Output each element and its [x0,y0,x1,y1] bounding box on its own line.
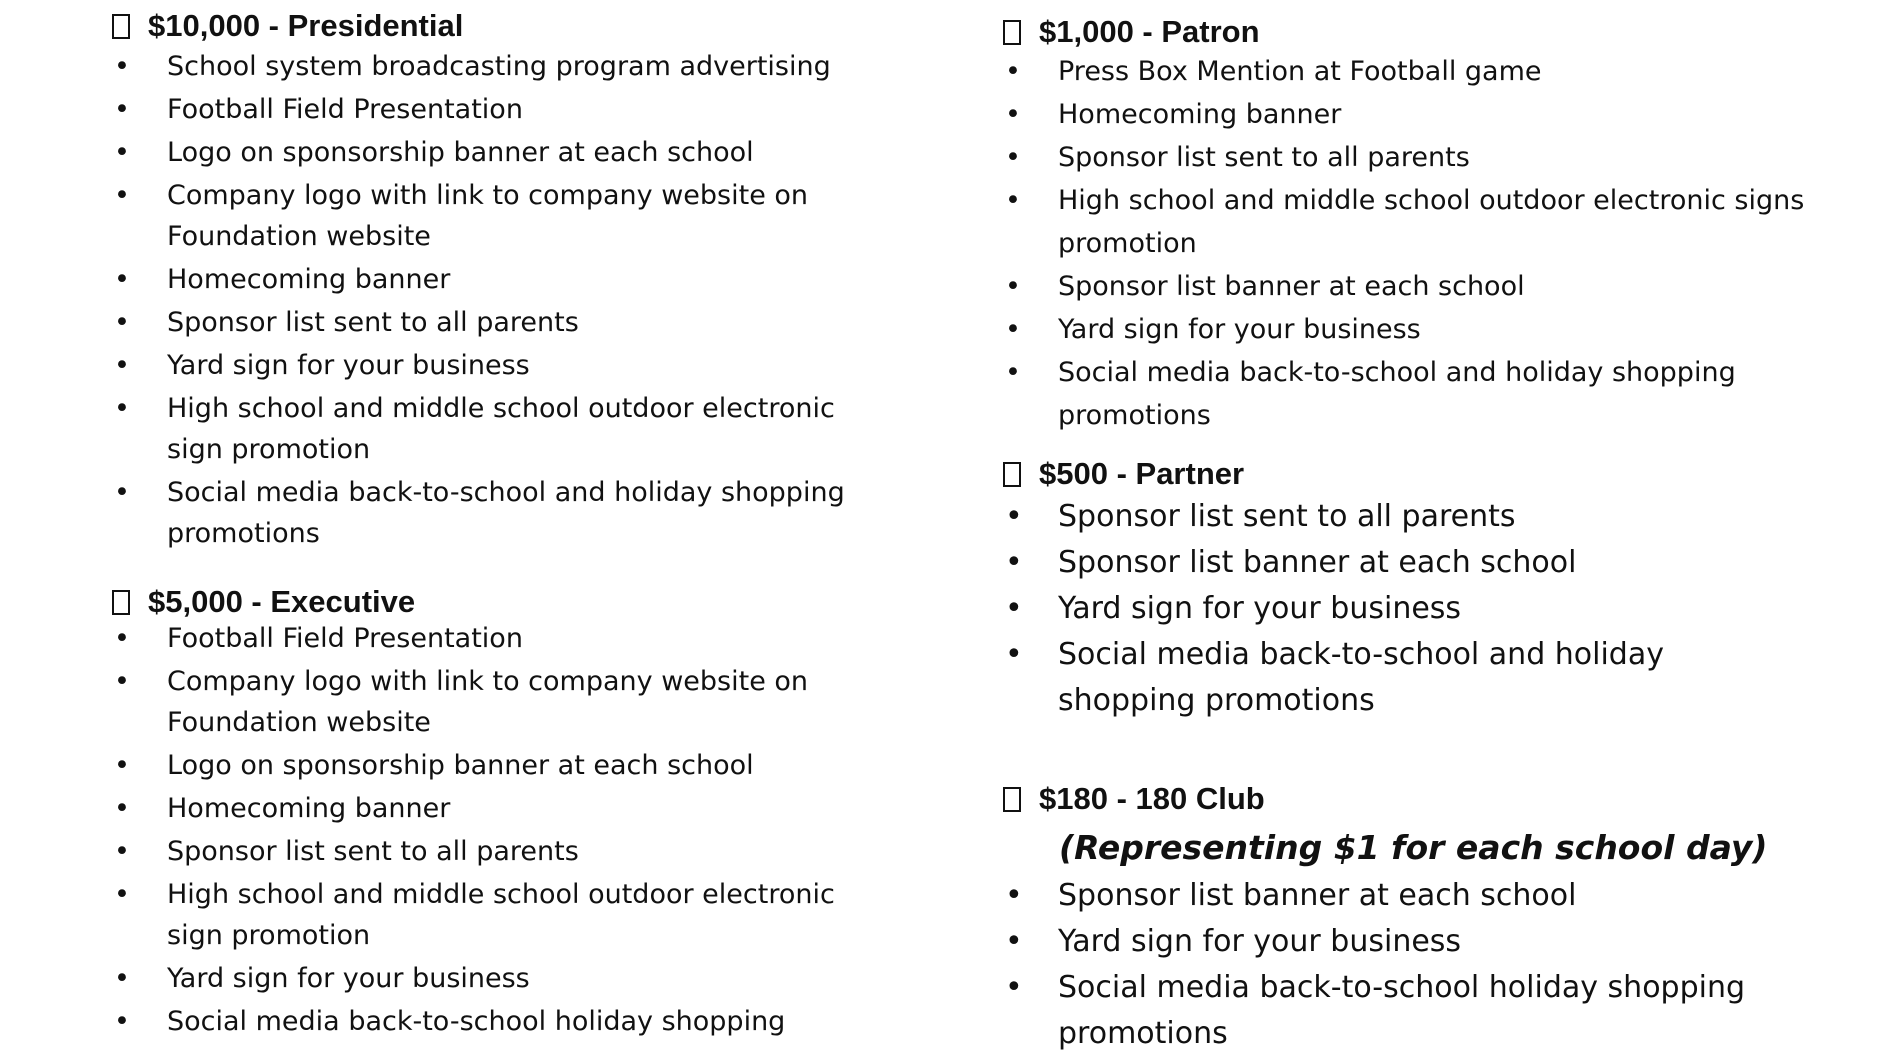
list-item: • Company logo with link to company website on Foundation website [114,180,809,252]
list-item: • Yard sign for your business [1005,591,1462,626]
tier-partner-checkbox[interactable] [1003,462,1021,487]
tier-executive-checkbox[interactable] [112,590,130,615]
list-item: • Sponsor list banner at each school [1005,271,1525,302]
tier-patron-title: $1,000 - Patron [1039,14,1260,49]
tier-partner [1003,450,1803,724]
tier-180-club [1003,775,1803,1057]
list-item: • Social media back-to-school holiday shopping promotions [1005,970,1746,1051]
list-item: • Social media back-to-school and holiday shopping promotions [114,477,845,549]
list-item: • Sponsor list sent to all parents [1005,499,1516,534]
tier-executive-title: $5,000 - Executive [148,584,416,619]
tier-180-club-checkbox[interactable] [1003,787,1021,812]
list-item: • Sponsor list banner at each school [1005,545,1577,580]
tier-presidential [112,2,872,554]
tier-180-club-note: (Representing $1 for each school day) [1059,828,1768,867]
list-item: • Social media back-to-school and holiday shopping promotions [1005,357,1736,431]
list-item: • Yard sign for your business [1005,314,1421,345]
list-item: • Yard sign for your business [1005,924,1462,959]
list-item: • Logo on sponsorship banner at each school [114,750,754,781]
list-item: • Yard sign for your business [114,350,530,381]
tier-patron [1003,8,1803,437]
list-item: • Homecoming banner [1005,99,1342,130]
list-item: • Homecoming banner [114,793,451,824]
tier-partner-title: $500 - Partner [1039,456,1245,491]
tier-presidential-title: $10,000 - Presidential [148,8,464,43]
tier-presidential-list [112,46,872,554]
list-item: • Sponsor list sent to all parents [1005,142,1470,173]
list-item: • Press Box Mention at Football game [1005,56,1542,87]
list-item: • Yard sign for your business [114,963,530,994]
list-item: • Sponsor list sent to all parents [114,836,579,867]
tier-180-club-header [1003,775,1803,823]
list-item: • School system broadcasting program advertising [114,51,831,82]
tier-180-club-list [1003,873,1803,1057]
list-item: • High school and middle school outdoor electronic sign promotion [114,393,835,465]
tier-presidential-checkbox[interactable] [112,14,130,39]
list-item: • Social media back-to-school holiday shopping [114,1006,786,1037]
tier-executive [112,578,872,1042]
tier-patron-checkbox[interactable] [1003,20,1021,45]
list-item: • Football Field Presentation [114,623,523,654]
tier-executive-list [112,618,872,1042]
list-item: • Logo on sponsorship banner at each school [114,137,754,168]
list-item: • Homecoming banner [114,264,451,295]
list-item: • Social media back-to-school and holiday shopping promotions [1005,637,1664,718]
list-item: • Company logo with link to company website on Foundation website [114,666,809,738]
list-item: • High school and middle school outdoor electronic signs promotion [1005,185,1805,259]
list-item: • Sponsor list sent to all parents [114,307,579,338]
tier-partner-header [1003,450,1803,498]
list-item: • Football Field Presentation [114,94,523,125]
tier-patron-list [1003,50,1803,437]
tier-patron-header [1003,8,1803,56]
tier-presidential-header [112,2,872,50]
list-item: • High school and middle school outdoor electronic sign promotion [114,879,835,951]
tier-partner-list [1003,494,1803,724]
tier-180-club-title: $180 - 180 Club [1039,781,1265,816]
list-item: • Sponsor list banner at each school [1005,878,1577,913]
